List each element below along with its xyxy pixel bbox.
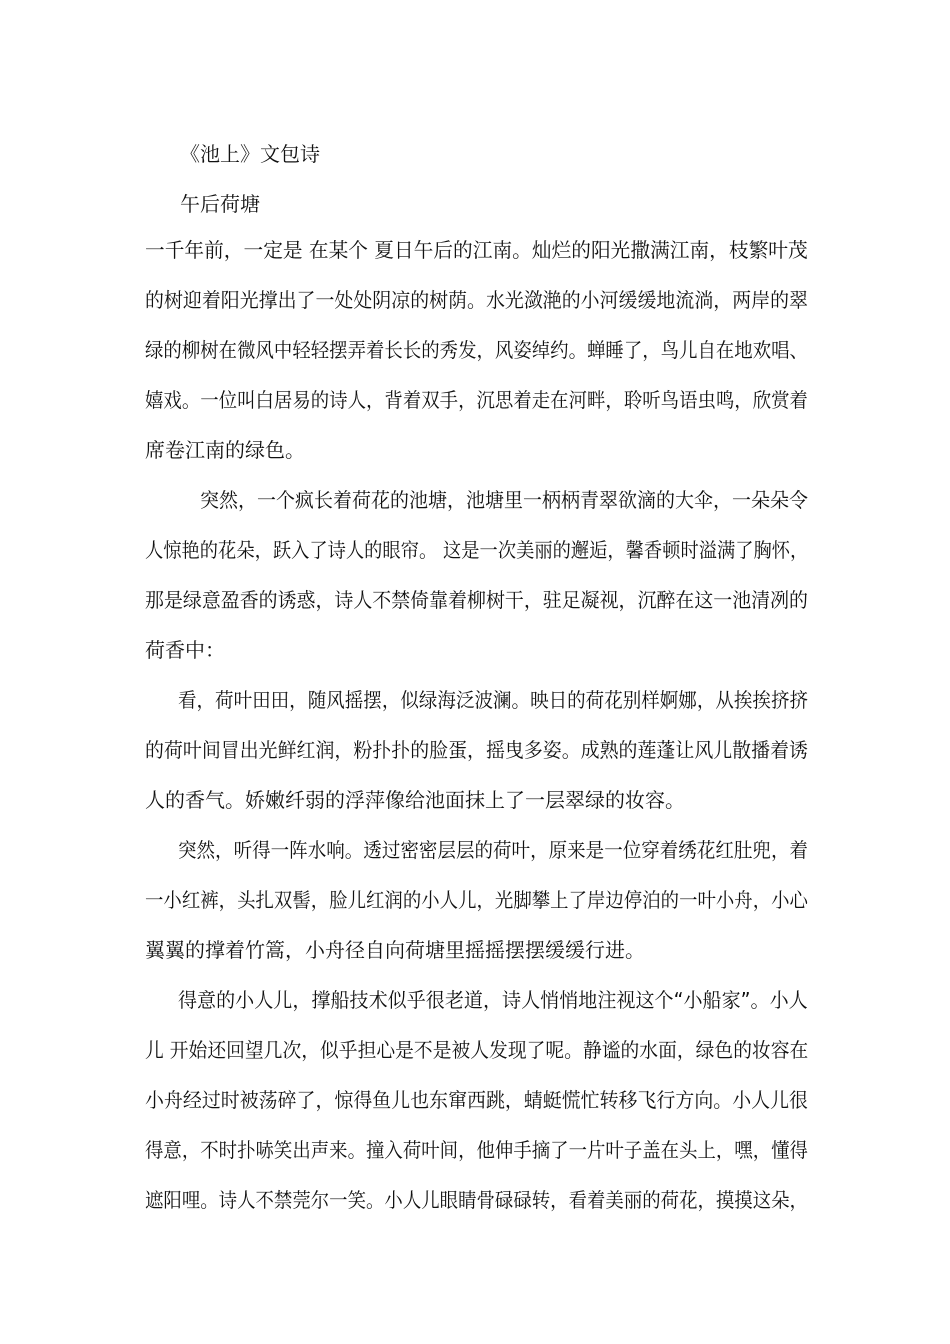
- text-line: 遮阳哩。诗人不禁莞尔一笑。小人儿眼睛骨碌碌转，看着美丽的荷花，摸摸这朵，: [145, 1188, 808, 1212]
- text-line: 翼翼的撑着竹篙，小舟径自向荷塘里摇摇摆摆缓缓行进。: [145, 938, 645, 962]
- text-line: 嬉戏。一位叫白居易的诗人，背着双手，沉思着走在河畔，聆听鸟语虫鸣，欣赏着: [145, 388, 808, 412]
- section-heading: 午后荷塘: [180, 192, 260, 216]
- text-line: 得意，不时扑哧笑出声来。撞入荷叶间，他伸手摘了一片叶子盖在头上，嘿，懂得: [145, 1138, 808, 1162]
- text-line: 荷香中：: [145, 638, 225, 662]
- text-line: 绿的柳树在微风中轻轻摆弄着长长的秀发，风姿绰约。蝉睡了，鸟儿自在地欢唱、: [145, 338, 808, 362]
- text-line: 那是绿意盈香的诱惑，诗人不禁倚靠着柳树干，驻足凝视，沉醉在这一池清冽的: [145, 588, 808, 612]
- text-line: 突然，听得一阵水响。透过密密层层的荷叶，原来是一位穿着绣花红肚兜，着: [178, 838, 809, 862]
- text-line: 儿 开始还回望几次，似乎担心是不是被人发现了呢。静谧的水面，绿色的妆容在: [145, 1038, 809, 1062]
- text-line: 突然，一个疯长着荷花的池塘，池塘里一柄柄青翠欲滴的大伞，一朵朵令: [200, 488, 808, 512]
- document-title: 《池上》文包诗: [180, 142, 320, 166]
- text-line: 席卷江南的绿色。: [145, 438, 305, 462]
- text-line: 看，荷叶田田，随风摇摆，似绿海泛波澜。映日的荷花别样婀娜，从挨挨挤挤: [178, 688, 809, 712]
- text-line: 一小红裤，头扎双髻，脸儿红润的小人儿，光脚攀上了岸边停泊的一叶小舟，小心: [145, 888, 808, 912]
- text-line: 的树迎着阳光撑出了一处处阴凉的树荫。水光潋滟的小河缓缓地流淌，两岸的翠: [145, 288, 808, 312]
- text-line: 小舟经过时被荡碎了，惊得鱼儿也东窜西跳，蜻蜓慌忙转移飞行方向。小人儿很: [145, 1088, 808, 1112]
- text-line: 人的香气。娇嫩纤弱的浮萍像给池面抹上了一层翠绿的妆容。: [145, 788, 685, 812]
- text-line: 人惊艳的花朵，跃入了诗人的眼帘。 这是一次美丽的邂逅，馨香顿时溢满了胸怀，: [145, 538, 809, 562]
- text-line: 的荷叶间冒出光鲜红润，粉扑扑的脸蛋，摇曳多姿。成熟的莲蓬让风儿散播着诱: [145, 738, 808, 762]
- text-line: 一千年前，一定是 在某个 夏日午后的江南。灿烂的阳光撒满江南，枝繁叶茂: [145, 238, 808, 262]
- text-line: 得意的小人儿，撑船技术似乎很老道，诗人悄悄地注视这个“小船家”。小人: [178, 988, 808, 1012]
